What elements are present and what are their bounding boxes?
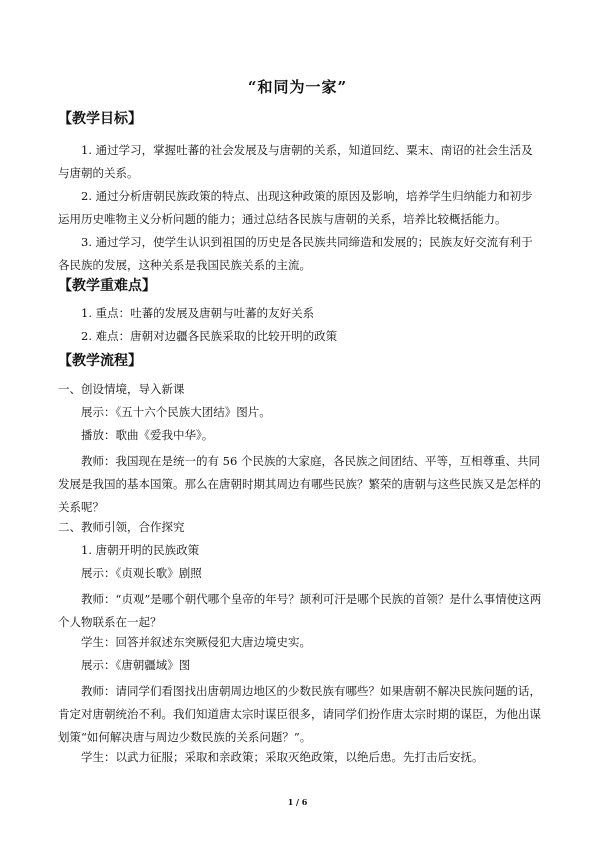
show-line-2: 展示：《贞观长歌》剧照 [81, 566, 202, 580]
show-line-1: 展示：《五十六个民族大团结》图片。 [81, 405, 271, 419]
page-title: “和同为一家” [247, 78, 348, 96]
process-step-1: 一、创设情境，导入新课 [58, 382, 185, 396]
process-step-2: 二、教师引领，合作探究 [58, 520, 185, 534]
goal-item-1: 1. 通过学习，掌握吐蕃的社会发展及与唐朝的关系，知道回纥、粟末、南诏的社会生活及与唐朝的关系。 [58, 143, 533, 180]
keypoint-item-1: 1. 重点：吐蕃的发展及唐朝与吐蕃的友好关系 [81, 306, 315, 320]
show-line-3: 展示：《唐朝疆域》图 [81, 658, 191, 672]
section-heading-keypoints: 【教学重难点】 [58, 278, 156, 294]
subsection-title-1: 1. 唐朝开明的民族政策 [81, 543, 200, 557]
student-line-1: 学生：回答并叙述东突厥侵犯大唐边境史实。 [81, 635, 311, 649]
student-line-2: 学生：以武力征服；采取和亲政策；采取灭绝政策，以绝后患。先打击后安抚。 [81, 750, 484, 764]
keypoint-item-2: 2. 难点：唐朝对边疆各民族采取的比较开明的政策 [81, 329, 338, 343]
teacher-line-2: 教师：“贞观”是哪个朝代哪个皇帝的年号？颉利可汗是哪个民族的首领？是什么事情使这两个人物联系在一起？ [58, 592, 542, 629]
teacher-line-3: 教师：请同学们看图找出唐朝周边地区的少数民族有哪些？如果唐朝不解决民族问题的话，肯定对唐朝统治不利。我们知道唐太宗时谋臣很多，请同学们扮作唐太宗时期的谋臣，为他出谋划策“如何解决唐与周边少数民族的关系问题？”。 [58, 684, 541, 744]
teacher-line-1: 教师：我国现在是统一的有 56 个民族的大家庭，各民族之间团结、平等，互相尊重、共同发展是我国的基本国策。那么在唐朝时期其周边有哪些民族？繁荣的唐朝与这些民族又是怎样的关系呢？ [58, 454, 541, 514]
goal-item-3: 3. 通过学习，使学生认识到祖国的历史是各民族共同缔造和发展的；民族友好交流有利于各民族的发展，这种关系是我国民族关系的主流。 [58, 235, 533, 272]
page-number: 1 / 6 [287, 797, 308, 807]
section-heading-goals: 【教学目标】 [58, 111, 142, 127]
play-line-1: 播放：歌曲《爱我中华》。 [81, 428, 214, 442]
goal-item-2: 2. 通过分析唐朝民族政策的特点、出现这种政策的原因及影响，培养学生归纳能力和初步运用历史唯物主义分析问题的能力；通过总结各民族与唐朝的关系，培养比较概括能力。 [58, 189, 533, 226]
section-heading-process: 【教学流程】 [58, 353, 142, 369]
